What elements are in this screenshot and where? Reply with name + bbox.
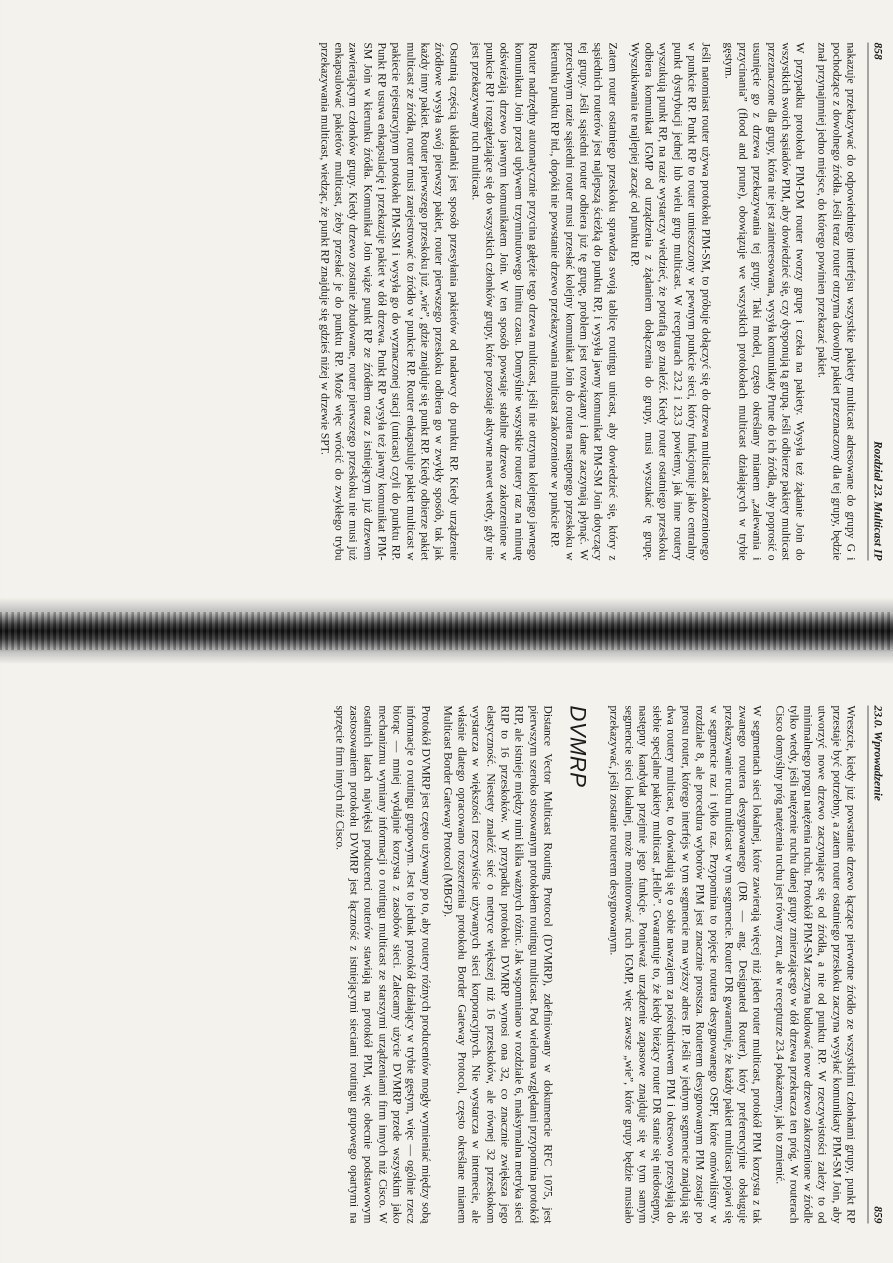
- section-heading: DVMRP: [564, 705, 590, 787]
- running-head: [867, 42, 883, 560]
- page-body: [317, 42, 857, 560]
- page-number: 859: [871, 1205, 883, 1223]
- right-page: [0, 663, 893, 1263]
- paragraph: Distance Vector Multicast Routing Protocol (DVMRP), zdefiniowany w dokumencie RFC 1075, jest pierwszym szeroko stosowanym protokołem routingu multicast. Pod wieloma względami przypomina protokół RIP, ale istnieje między nimi kilka ważnych różnic. Jak wspomniano w rozdziale 6, maksymalna metryka sieci RIP to 16 przeskoków. W przypadku protokołu DVMRP wynosi ona 32, co znacznie zwiększa jego elastyczność. Niestety znaleźć sieć o metryce większej niż 16 przeskoków, ale równej 32 przeskokom wystarcza w większości rzeczywiście używanych sieci korporacyjnych. Nie wystarcza w internecie, ale właśnie dlatego opracowano rozszerzenia protokołu Border Gateway Protocol, często określane mianem Multicast Border Gateway Protocol (MBGP).: [440, 705, 554, 1223]
- book-gutter: [0, 598, 893, 664]
- running-head: [867, 705, 883, 1223]
- paragraph: W segmentach sieci lokalnej, które zawierają więcej niż jeden router multicast, protokół PIM korzysta z tak zwanego routera desygnowanego (DR — ang. Designated Router), który preferencyjnie obsługuje przekazywanie ruchu multicast w tym segmencie. Router DR gwarantuje, że każdy pakiet multicast pojawi się w segmencie raz i tylko raz. Przypomina to pojęcie routera desygnowanego OSPF, które omówiliśmy w rozdziale 8, ale procedura wyborów PIM jest znacznie prostsza. Routerem desygnowanym PIM zostaje po prostu router, którego interfejs w tym segmencie ma wyższy adres IP. Jeśli w jednym segmencie znajdują się dwa routery multicast, to dowiadują się o sobie nawzajem za pośrednictwem PIM i okresowo przesyłają do siebie specjalne pakiety multicast „Hello”. Gwarantuje to, że kiedy bieżący router DR stanie się niedostępny, następny kandydat przejmie jego funkcje. Ponieważ urządzenie zapasowe znajduje się w tym samym segmencie sieci lokalnej, może monitorować ruch IGMP, więc zawsze „wie”, które grupy będzie musiało przekazywać, jeśli zostanie routerem desygnowanym.: [607, 705, 764, 1223]
- page-body: [332, 705, 858, 1223]
- left-page: [0, 0, 893, 600]
- paragraph: Wreszcie, kiedy już powstanie drzewo łączące pierwotne źródło ze wszystkimi członkami grupy, punkt RP przestaje być potrzebny, a zatem router ostatniego przeskoku zaczyna wysyłać komunikaty PIM-SM Join, aby utworzyć nowe drzewo zaczynające się od źródła, a nie od punktu RP. W rzeczywistości zależy to od minimalnego progu natężenia ruchu. Protokół PIM-SM zaczyna budować nowe drzewo zakorzenione w źródle tylko wtedy, jeśli natężenie ruchu danej grupy zmierzającego w dół drzewa przekracza ten próg. W routerach Cisco domyślny próg natężenia ruchu jest równy zeru, ale w recepturze 23.4 pokażemy, jak to zmienić.: [772, 705, 857, 1223]
- paragraph: Jeśli natomiast router używa protokołu PIM-SM, to próbuje dołączyć się do drzewa multicast zakorzenionego w punkcie RP. Punkt RP to router umieszczony w pewnym punkcie sieci, który funkcjonuje jako centralny punkt dystrybucji jednej lub wielu grup multicast. W recepturach 23.2 i 23.3 powiemy, jak inne routery wyszukują punkt RP, na razie wystarczy wiedzieć, że potrafią go znaleźć. Kiedy router ostatniego przeskoku odbiera komunikat IGMP od urządzenia z żądaniem dołączenia do grupy, musi wyszukać tę grupę. Wyszukiwania te najlepiej zacząć od punktu RP.: [627, 42, 713, 560]
- running-title: Rozdział 23. Multicast IP: [871, 440, 883, 560]
- paragraph: nakazuje przekazywać do odpowiedniego interfejsu wszystkie pakiety multicast adresowane do grupy G i pochodzące z dowolnego źródła. Jeśli teraz router otrzyma dowolny pakiet przeznaczony dla tej grupy, będzie znał przynajmniej jedno miejsce, do którego powinien przekazać pakiet.: [815, 42, 857, 560]
- paragraph: Router nadrzędny automatycznie przycina gałęzie tego drzewa multicast, jeśli nie otrzyma kolejnego jawnego komunikatu Join przed upływem trzyminutowego limitu czasu. Domyślnie wszystkie routery raz na minutę odświeżają drzewo jawnym komunikatem Join. W ten sposób powstaje stabilne drzewo zakorzenione w punkcie RP i rozgałęziające się do wszystkich członków grupy, które pozostaje aktywne nawet wtedy, gdy nie jest przekazywany ruch multicast.: [468, 42, 540, 560]
- paragraph: Ostatnią częścią układanki jest sposób przesyłania pakietów od nadawcy do punktu RP. Kiedy urządzenie źródłowe wysyła swój pierwszy pakiet, router pierwszego przeskoku odbiera go w zwykły sposób, tak jak każdy inny pakiet. Router pierwszego przeskoku już „wie”, gdzie znajduje się punkt RP. Kiedy odbierze pakiet multicast ze źródła, router musi zarejestrować to źródło w punkcie RP. Router enkapsuluje pakiet multicast w pakiecie rejestracyjnym protokołu PIM-SM i wysyła go do wyznaczonej stacji (unicast) czyli do punktu RP. Punkt RP usuwa enkapsulację i przekazuje pakiet w dół drzewa. Punkt RP wysyła też jawny komunikat PIM-SM Join w kierunku źródła. Komunikat Join wiąże punkt RP ze źródłem oraz z istniejącym już drzewem zawierającym członków grupy. Kiedy drzewo zostanie zbudowane, router pierwszego przeskoku nie musi już enkapsulować pakietów multicast, żeby przesłać je do punktu RP. Może więc wrócić do zwykłego trybu przekazywania multicast, wiedząc, że punkt RP znajduje się gdzieś niżej w drzewie SPT.: [317, 42, 460, 560]
- running-title: 23.0. Wprowadzenie: [871, 705, 883, 801]
- paragraph: Protokół DVMRP jest często używany po to, aby routery różnych producentów mogły wymieniać między sobą informacje o routingu grupowym. Jest to jednak protokół działający w trybie gęstym, więc — ogólnie rzecz biorąc — mniej wydajnie korzysta z zasobów sieci. Zalecamy użycie DVMRP przede wszystkim jako mechanizmu wymiany informacji o routingu multicast ze starszymi urządzeniami firm innych niż Cisco. W ostatnich latach najwięksi producenci routerów stawiają na protokół PIM, więc obecnie podstawowym zastosowaniem protokołu DVMRP jest łączność z istniejącymi sieciami routingu grupowego opartymi na sprzęcie firm innych niż Cisco.: [332, 705, 432, 1223]
- paragraph: W przypadku protokołu PIM-DM router tworzy grupę i czeka na pakiety. Wysyła też żądanie Join do wszystkich swoich sąsiadów PIM, aby dowiedzieć się, czy dysponują tą grupą. Jeśli odbierze pakiety multicast przeznaczone dla grupy, która nie jest zainteresowana, wysyła komunikaty Prune do ich źródła, aby poprosić o usunięcie go z drzewa przekazywania tej grupy. Taki model, często określany mianem „zalewania i przycinania” (flood and prune), obowiązuje we wszystkich protokołach multicast działających w trybie gęstym.: [721, 42, 807, 560]
- paragraph: Zatem router ostatniego przeskoku sprawdza swoją tablicę routingu unicast, aby dowiedzieć się, który z sąsiednich routerów jest najlepszą ścieżką do punktu RP, i wysyła jawny komunikat PIM-SM Join dotyczący tej grupy. Jeśli sąsiedni router odbiera już tę grupę, problem jest rozwiązany i dane zaczynają płynąć. W przeciwnym razie sąsiedni router musi przesłać kolejny komunikat Join do routera następnego przeskoku w kierunku punktu RP itd., dopóki nie powstanie drzewo przekazywania multicast zakorzenione w punkcie RP.: [548, 42, 619, 560]
- page-number: 858: [871, 42, 883, 60]
